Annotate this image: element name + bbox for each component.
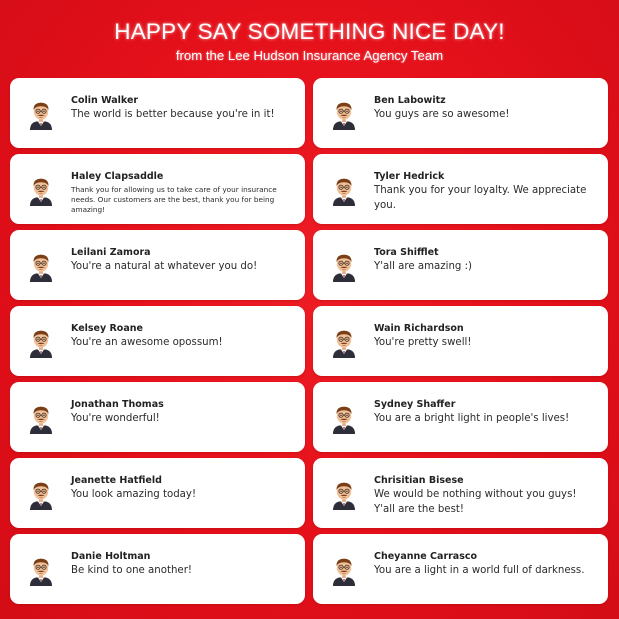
- message-card: [10, 78, 305, 148]
- message-card: [10, 154, 305, 224]
- avatar-icon: [331, 480, 357, 510]
- avatar-icon: [28, 328, 54, 358]
- card-message: Thank you for your loyalty. We appreciate you.: [374, 185, 587, 211]
- card-text: [71, 94, 295, 123]
- card-name: Jonathan Thomas: [71, 399, 164, 410]
- card-message: You look amazing today!: [71, 489, 197, 500]
- page-title: HAPPY SAY SOMETHING NICE DAY!: [114, 19, 505, 44]
- message-card: [313, 458, 608, 528]
- card-text: [374, 322, 598, 351]
- card-name: Colin Walker: [71, 95, 139, 106]
- avatar-icon: [331, 176, 357, 206]
- card-name: Haley Clapsaddle: [71, 171, 164, 182]
- avatar-icon: [28, 100, 54, 130]
- message-card: [10, 230, 305, 300]
- card-message: Y'all are amazing :): [374, 261, 473, 272]
- message-card: [313, 154, 608, 224]
- avatar-icon: [331, 556, 357, 586]
- card-text: [71, 246, 295, 275]
- card-name: Danie Holtman: [71, 551, 151, 562]
- avatar-icon: [28, 480, 54, 510]
- card-name: Tyler Hedrick: [374, 171, 445, 182]
- card-name: Tora Shifflet: [374, 247, 439, 258]
- avatar-icon: [331, 328, 357, 358]
- card-message: You are a bright light in people's lives!: [374, 413, 570, 424]
- card-name: Chrisitian Bisese: [374, 475, 464, 486]
- card-name: Ben Labowitz: [374, 95, 446, 106]
- message-card: [10, 458, 305, 528]
- card-message: The world is better because you're in it!: [71, 109, 275, 120]
- card-message: You guys are so awesome!: [374, 109, 510, 120]
- card-message: Be kind to one another!: [71, 565, 192, 576]
- card-message: You are a light in a world full of darkness.: [374, 565, 585, 576]
- avatar-icon: [28, 404, 54, 434]
- card-message: Thank you for allowing us to take care of your insurance needs. Our customers are the best, thank you for being amazing!: [71, 185, 277, 215]
- card-text: [71, 322, 295, 351]
- avatar-icon: [331, 252, 357, 282]
- card-text: [374, 474, 598, 517]
- card-message: You're pretty swell!: [374, 337, 472, 348]
- message-card: [10, 306, 305, 376]
- card-text: [374, 550, 598, 579]
- message-card: [313, 534, 608, 604]
- page-subtitle: from the Lee Hudson Insurance Agency Team: [175, 48, 444, 63]
- avatar-icon: [28, 252, 54, 282]
- avatar-icon: [28, 556, 54, 586]
- card-text: [374, 246, 598, 275]
- message-card: [10, 534, 305, 604]
- card-text: [374, 398, 598, 427]
- card-name: Cheyanne Carrasco: [374, 551, 478, 562]
- card-name: Leilani Zamora: [71, 247, 151, 258]
- card-name: Jeanette Hatfield: [71, 475, 162, 486]
- card-message: You're wonderful!: [71, 413, 160, 424]
- card-message: You're an awesome opossum!: [71, 337, 223, 348]
- message-card: [313, 78, 608, 148]
- message-grid: [10, 78, 608, 604]
- message-card: [313, 306, 608, 376]
- card-name: Wain Richardson: [374, 323, 464, 334]
- avatar-icon: [28, 176, 54, 206]
- card-text: [71, 170, 295, 216]
- card-text: [374, 170, 598, 213]
- card-text: [71, 474, 295, 503]
- message-card: [10, 382, 305, 452]
- card-text: [71, 398, 295, 427]
- message-card: [313, 382, 608, 452]
- card-name: Sydney Shaffer: [374, 399, 456, 410]
- card-name: Kelsey Roane: [71, 323, 143, 334]
- card-text: [71, 550, 295, 579]
- avatar-icon: [331, 404, 357, 434]
- message-card: [313, 230, 608, 300]
- card-message: We would be nothing without you guys! Y'all are the best!: [374, 489, 577, 515]
- card-message: You're a natural at whatever you do!: [71, 261, 258, 272]
- card-text: [374, 94, 598, 123]
- avatar-icon: [331, 100, 357, 130]
